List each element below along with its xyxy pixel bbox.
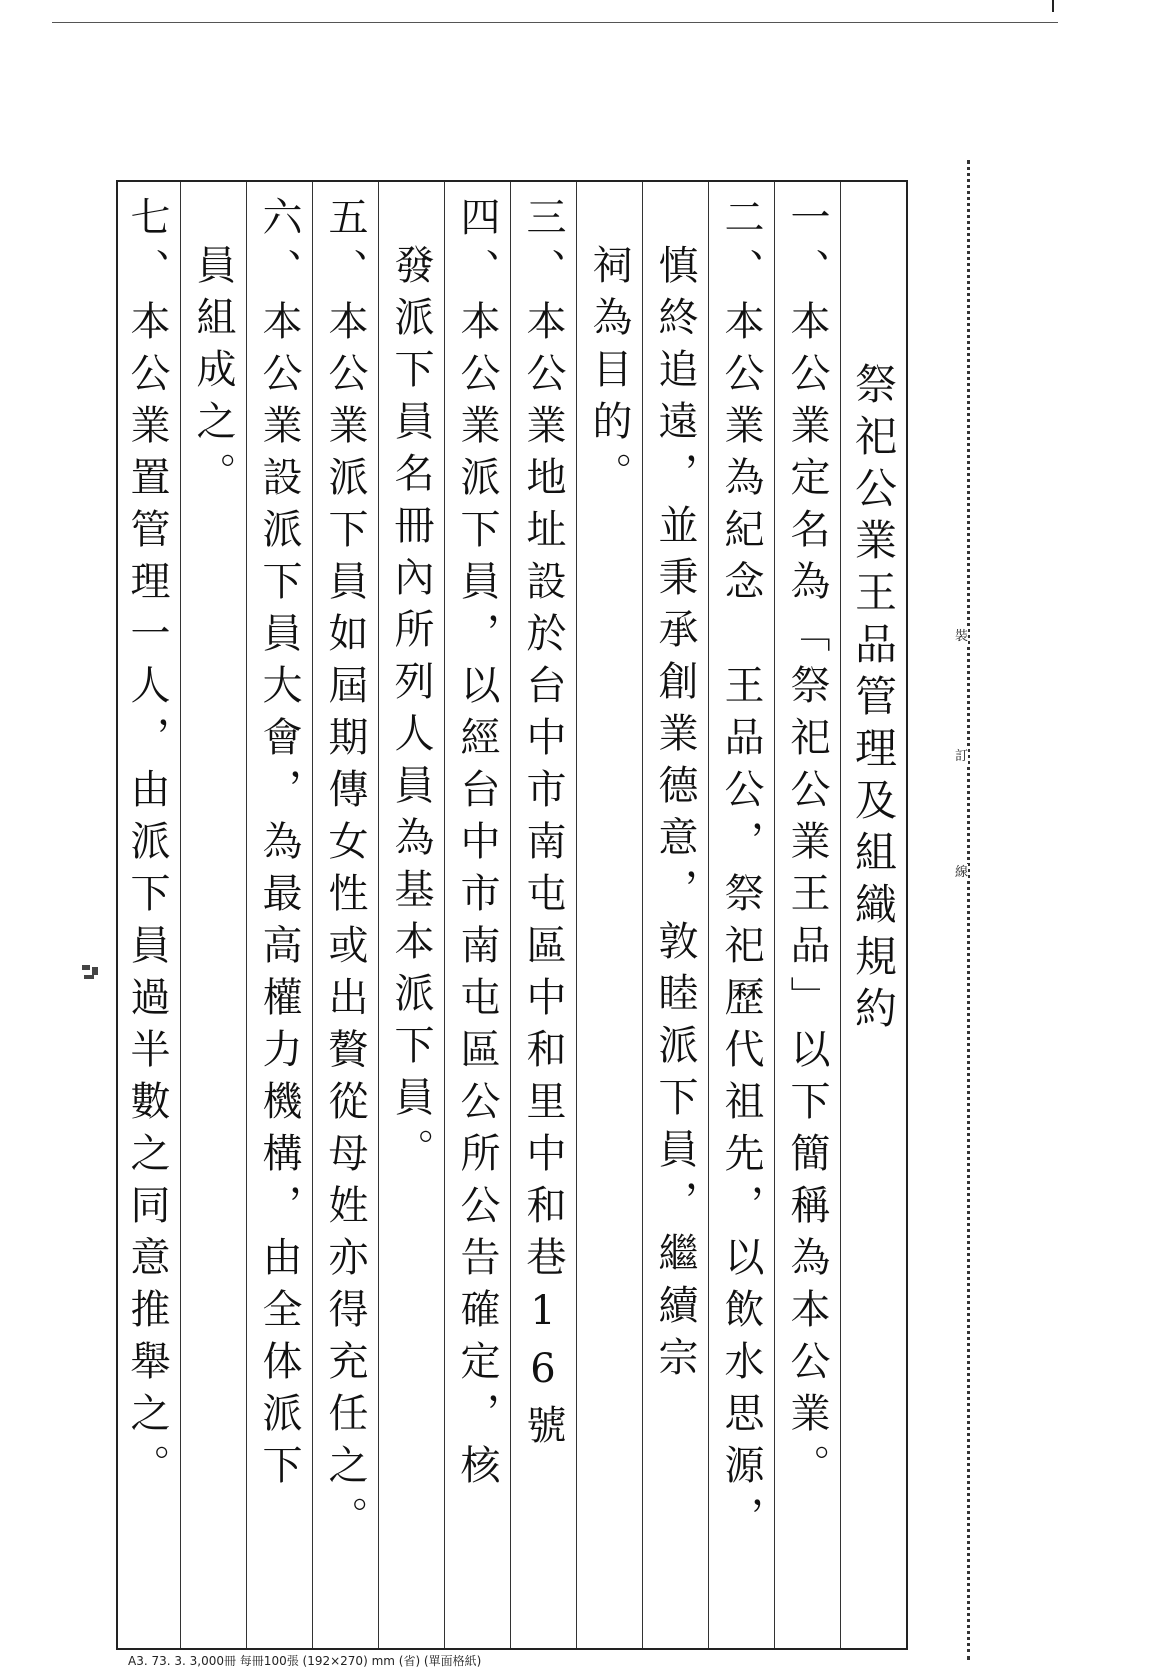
article-6: 六、本公業設派下員大會，為最高權力機構，由全体派下 bbox=[246, 182, 312, 1648]
article-6-cont: 員組成之。 bbox=[180, 182, 246, 1648]
corner-tick bbox=[1052, 0, 1054, 12]
paper-footer: A3. 73. 3. 3,000冊 每冊100張 (192×270) mm (省) (單面格紙) bbox=[128, 1654, 482, 1668]
article-3: 三、本公業地址設於台中市南屯區中和里中和巷16號 bbox=[510, 182, 576, 1648]
document-title: 祭祀公業王品管理及組織規約 bbox=[840, 182, 906, 1648]
article-1: 一、本公業定名為「祭祀公業王品」以下簡稱為本公業。 bbox=[774, 182, 840, 1648]
hole-punch-marks bbox=[80, 965, 102, 989]
article-5: 五、本公業派下員如屆期傳女性或出贅從母姓亦得充任之。 bbox=[312, 182, 378, 1648]
binding-label-ding: 訂 bbox=[955, 749, 969, 764]
article-2-cont-2: 祠為目的。 bbox=[576, 182, 642, 1648]
binding-line bbox=[967, 160, 970, 1660]
article-2-cont-1: 慎終追遠，並秉承創業德意，敦睦派下員，繼續宗 bbox=[642, 182, 708, 1648]
manuscript-grid bbox=[116, 180, 908, 1650]
article-2: 二、本公業為紀念 王品公，祭祀歷代祖先，以飲水思源， bbox=[708, 182, 774, 1648]
article-4-cont: 發派下員名冊內所列人員為基本派下員。 bbox=[378, 182, 444, 1648]
article-7: 七、本公業置管理一人，由派下員過半數之同意推舉之。 bbox=[124, 196, 170, 1496]
top-rule bbox=[52, 22, 1058, 23]
binding-label-zhuang: 裝 bbox=[955, 629, 969, 644]
article-4: 四、本公業派下員，以經台中市南屯區公所公告確定，核 bbox=[444, 182, 510, 1648]
binding-label-xian: 線 bbox=[955, 865, 969, 880]
